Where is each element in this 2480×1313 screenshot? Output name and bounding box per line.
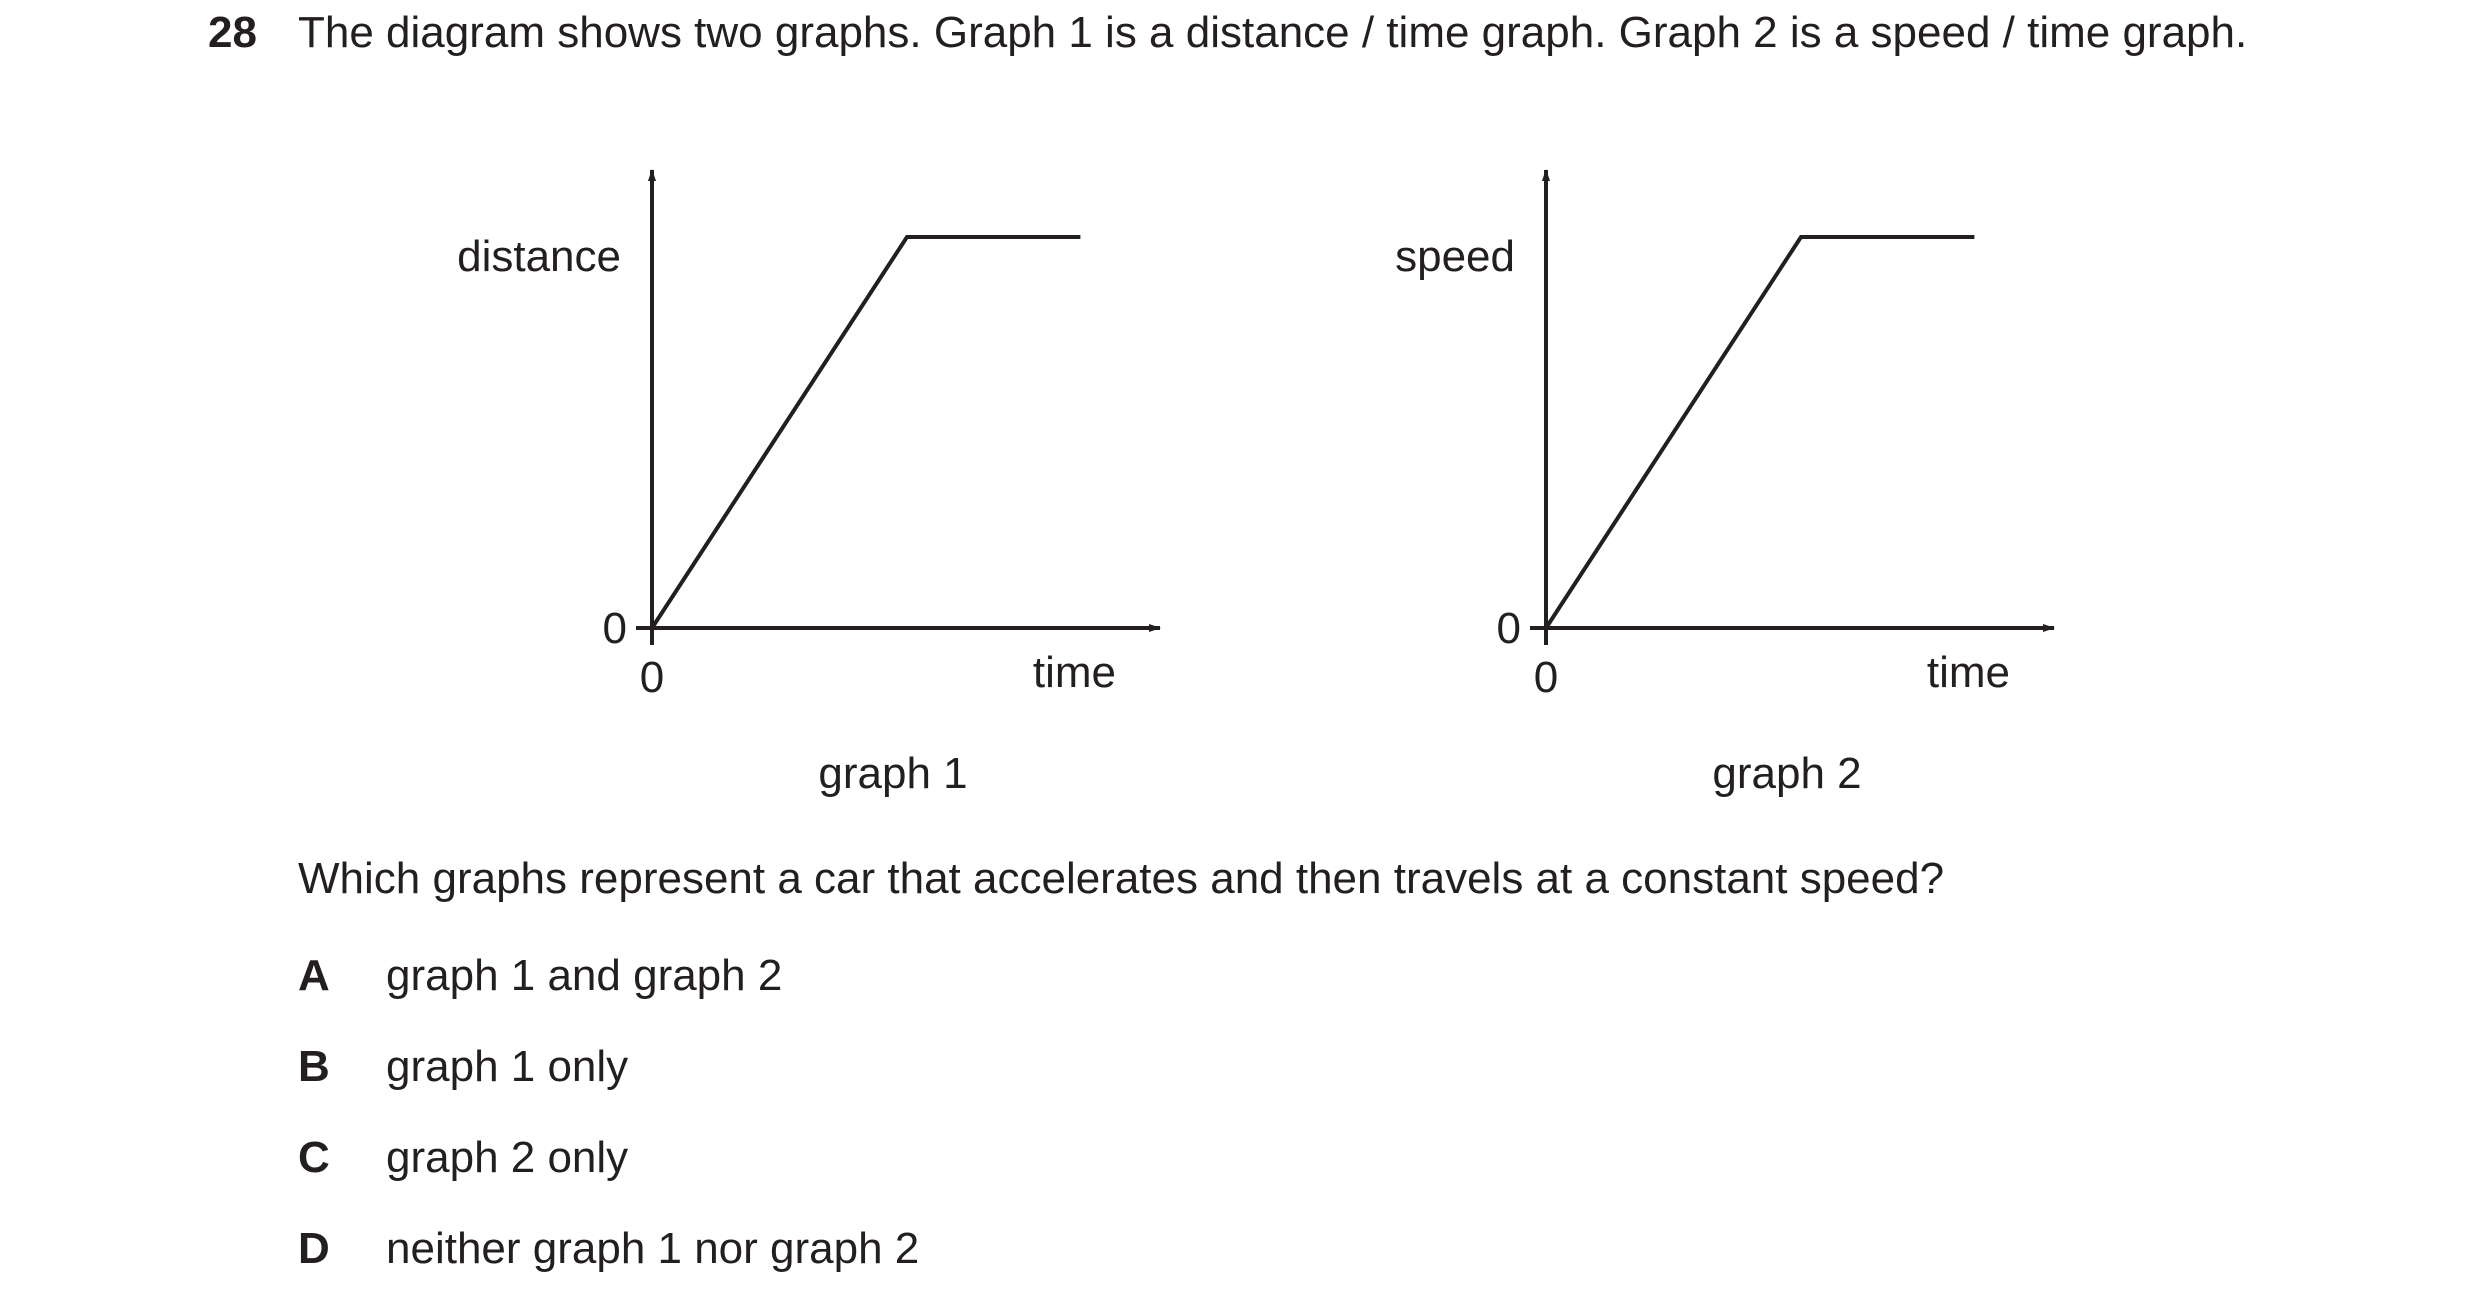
option-letter: D — [298, 1224, 330, 1273]
graph-2-caption: graph 2 — [1712, 749, 1862, 798]
graph-2 — [1395, 170, 2054, 798]
graph-1-line — [652, 237, 1080, 628]
graph-1 — [457, 170, 1160, 798]
graph-1-caption: graph 1 — [818, 749, 968, 798]
option-text: graph 1 only — [386, 1042, 629, 1091]
graph-2-x-label: time — [1926, 648, 2010, 697]
graph-2-line — [1546, 237, 1974, 628]
graph-2-x-origin-label: 0 — [1533, 653, 1559, 702]
graph-1-x-origin-label: 0 — [639, 653, 665, 702]
question-number: 28 — [208, 8, 257, 57]
option-text: neither graph 1 nor graph 2 — [386, 1224, 920, 1273]
graph-2-y-origin-label: 0 — [1496, 604, 1521, 653]
graph-1-y-origin-label: 0 — [602, 604, 627, 653]
graph-2-y-label: speed — [1395, 232, 1515, 281]
question-prompt: Which graphs represent a car that accelerates and then travels at a constant speed? — [298, 854, 1945, 903]
question-stem: The diagram shows two graphs. Graph 1 is a distance / time graph. Graph 2 is a speed / time graph. — [298, 8, 2248, 57]
option-text: graph 1 and graph 2 — [386, 951, 783, 1000]
graph-1-y-label: distance — [457, 232, 621, 281]
option-letter: B — [298, 1042, 330, 1091]
option-text: graph 2 only — [386, 1133, 629, 1182]
graph-1-x-label: time — [1032, 648, 1116, 697]
option-letter: A — [298, 951, 330, 1000]
option-letter: C — [298, 1133, 330, 1182]
